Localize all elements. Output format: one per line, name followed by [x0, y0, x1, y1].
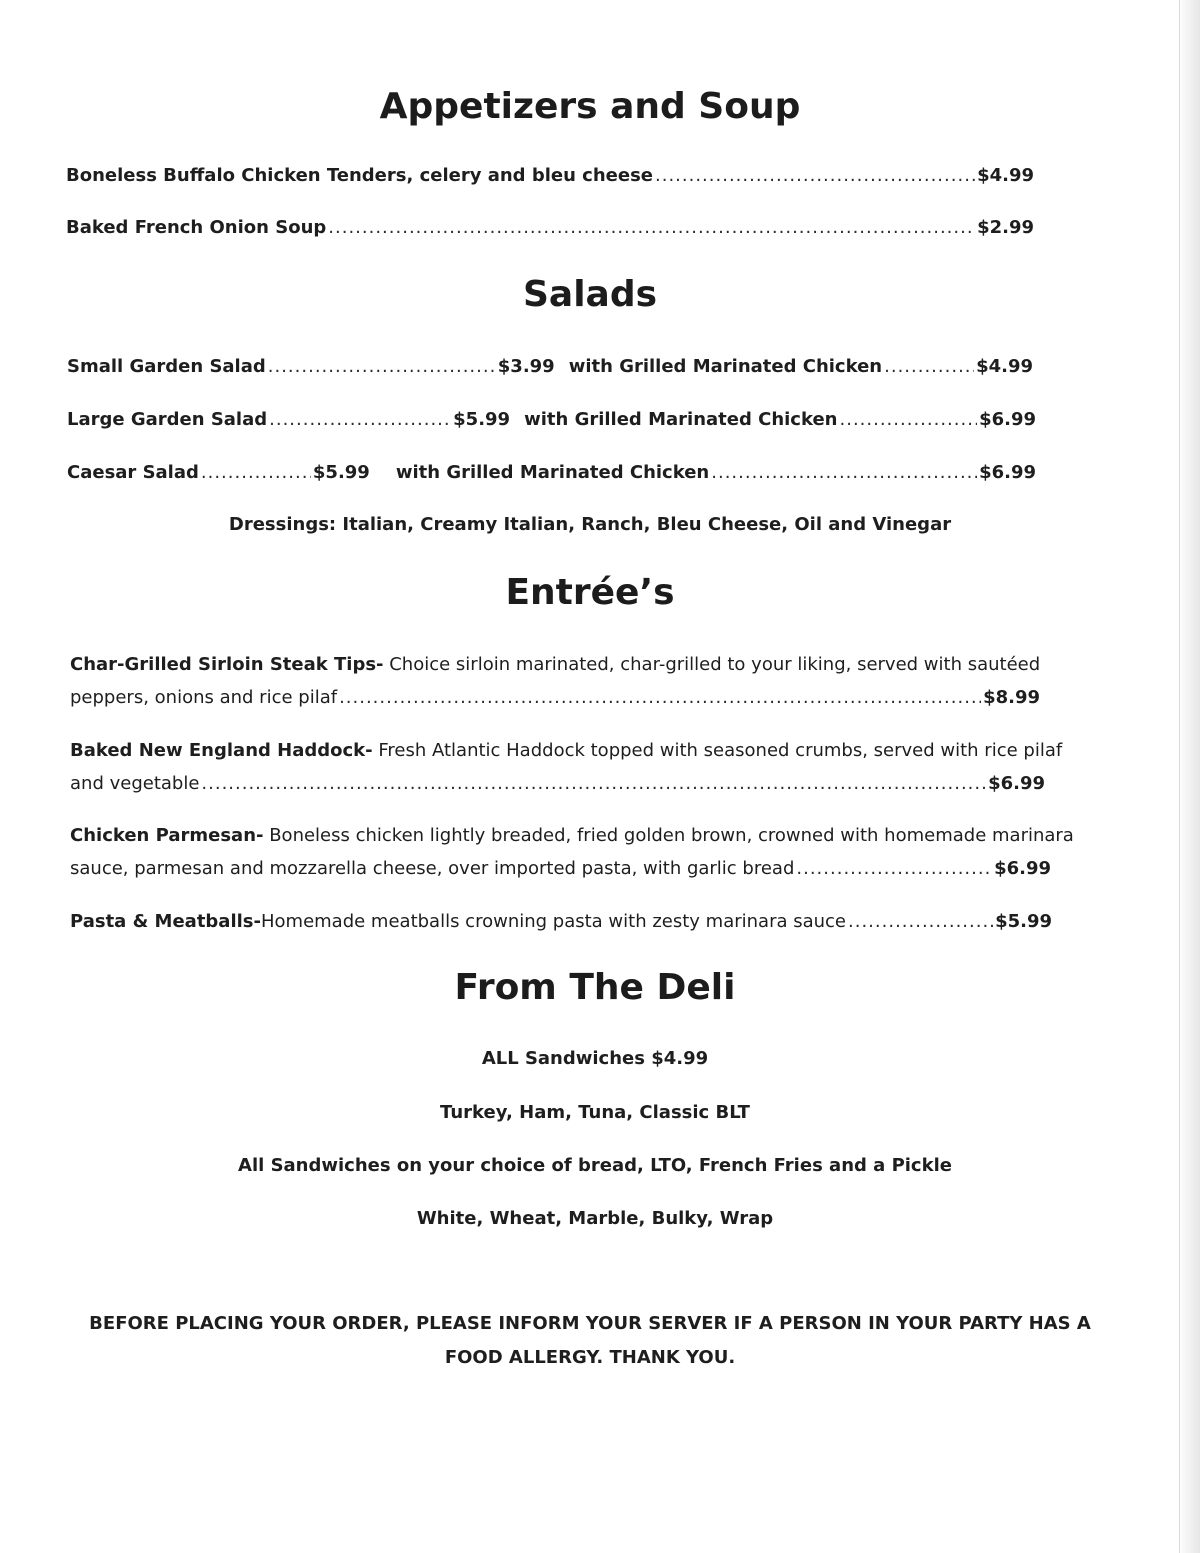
entree-description: peppers, onions and rice pilaf — [70, 687, 338, 708]
entree-haddock-line2 — [70, 773, 1045, 794]
entree-chicken-parm-line2 — [70, 858, 1051, 879]
addon-price: $4.99 — [976, 356, 1033, 377]
dressings-line: Dressings: Italian, Creamy Italian, Ranch, Bleu Cheese, Oil and Vinegar — [228, 514, 952, 535]
addon-price: $6.99 — [979, 409, 1036, 430]
dot-leader — [884, 356, 974, 377]
page-edge — [1178, 0, 1200, 1553]
item-name: Boneless Buffalo Chicken Tenders, celery and bleu cheese — [66, 165, 653, 186]
entree-name: Chicken Parmesan- — [70, 825, 264, 846]
entrees-heading: Entrée’s — [505, 572, 675, 613]
menu-item-small-garden-salad — [67, 356, 1033, 377]
entree-price: $6.99 — [994, 858, 1051, 879]
dot-leader — [201, 462, 311, 483]
item-name: Caesar Salad — [67, 462, 199, 483]
menu-item-onion-soup — [66, 217, 1034, 238]
entree-pasta-meatballs — [70, 911, 1052, 932]
entree-name: Baked New England Haddock- — [70, 740, 373, 761]
dot-leader — [711, 462, 977, 483]
deli-heading: From The Deli — [454, 967, 736, 1008]
dot-leader — [328, 217, 975, 238]
dot-leader — [655, 165, 975, 186]
dot-leader — [201, 773, 986, 794]
entree-name: Char-Grilled Sirloin Steak Tips- — [70, 654, 384, 675]
dot-leader — [848, 911, 993, 932]
menu-item-large-garden-salad — [67, 409, 1036, 430]
entree-steak-tips-line2 — [70, 687, 1040, 708]
deli-line-fillings: Turkey, Ham, Tuna, Classic BLT — [440, 1102, 750, 1123]
dot-leader — [268, 356, 496, 377]
menu-item-buffalo-tenders — [66, 165, 1034, 186]
item-price: $4.99 — [977, 165, 1034, 186]
entree-description: Fresh Atlantic Haddock topped with seasoned crumbs, served with rice pilaf — [372, 740, 1063, 761]
entree-description: sauce, parmesan and mozzarella cheese, over imported pasta, with garlic bread — [70, 858, 795, 879]
allergy-notice: BEFORE PLACING YOUR ORDER, PLEASE INFORM YOUR SERVER IF A PERSON IN YOUR PARTY HAS A FOOD ALLERGY. THANK YOU. — [89, 1313, 1091, 1368]
menu-item-caesar-salad — [67, 462, 1036, 483]
entree-description: Homemade meatballs crowning pasta with zesty marinara sauce — [260, 911, 847, 932]
item-price: $5.99 — [312, 462, 370, 483]
deli-line-breads: White, Wheat, Marble, Bulky, Wrap — [416, 1208, 774, 1229]
entree-chicken-parm-line1 — [70, 825, 1074, 846]
addon-name: with Grilled Marinated Chicken — [395, 462, 710, 483]
entree-description: Boneless chicken lightly breaded, fried golden brown, crowned with homemade marinara — [263, 825, 1074, 846]
item-name: Small Garden Salad — [67, 356, 266, 377]
entree-haddock-line1 — [70, 740, 1062, 761]
appetizers-heading: Appetizers and Soup — [379, 86, 801, 127]
addon-price: $6.99 — [979, 462, 1036, 483]
entree-steak-tips-line1 — [70, 654, 1040, 675]
salads-heading: Salads — [522, 274, 658, 315]
entree-description: and vegetable — [70, 773, 200, 794]
item-price: $5.99 — [453, 409, 511, 430]
item-price: $3.99 — [497, 356, 555, 377]
item-name: Baked French Onion Soup — [66, 217, 327, 238]
entree-description: Choice sirloin marinated, char-grilled to your liking, served with sautéed — [383, 654, 1041, 675]
item-name: Large Garden Salad — [67, 409, 268, 430]
dot-leader — [796, 858, 992, 879]
entree-price: $6.99 — [988, 773, 1045, 794]
deli-line-price: ALL Sandwiches $4.99 — [481, 1048, 709, 1069]
addon-name: with Grilled Marinated Chicken — [524, 409, 838, 430]
deli-line-includes: All Sandwiches on your choice of bread, LTO, French Fries and a Pickle — [238, 1155, 952, 1176]
entree-price: $5.99 — [995, 911, 1052, 932]
dot-leader — [269, 409, 451, 430]
entree-name: Pasta & Meatballs- — [70, 911, 261, 932]
addon-name: with Grilled Marinated Chicken — [568, 356, 883, 377]
dot-leader — [339, 687, 981, 708]
page-edge-line — [1179, 0, 1180, 1553]
item-price: $2.99 — [977, 217, 1034, 238]
entree-price: $8.99 — [983, 687, 1040, 708]
dot-leader — [840, 409, 978, 430]
